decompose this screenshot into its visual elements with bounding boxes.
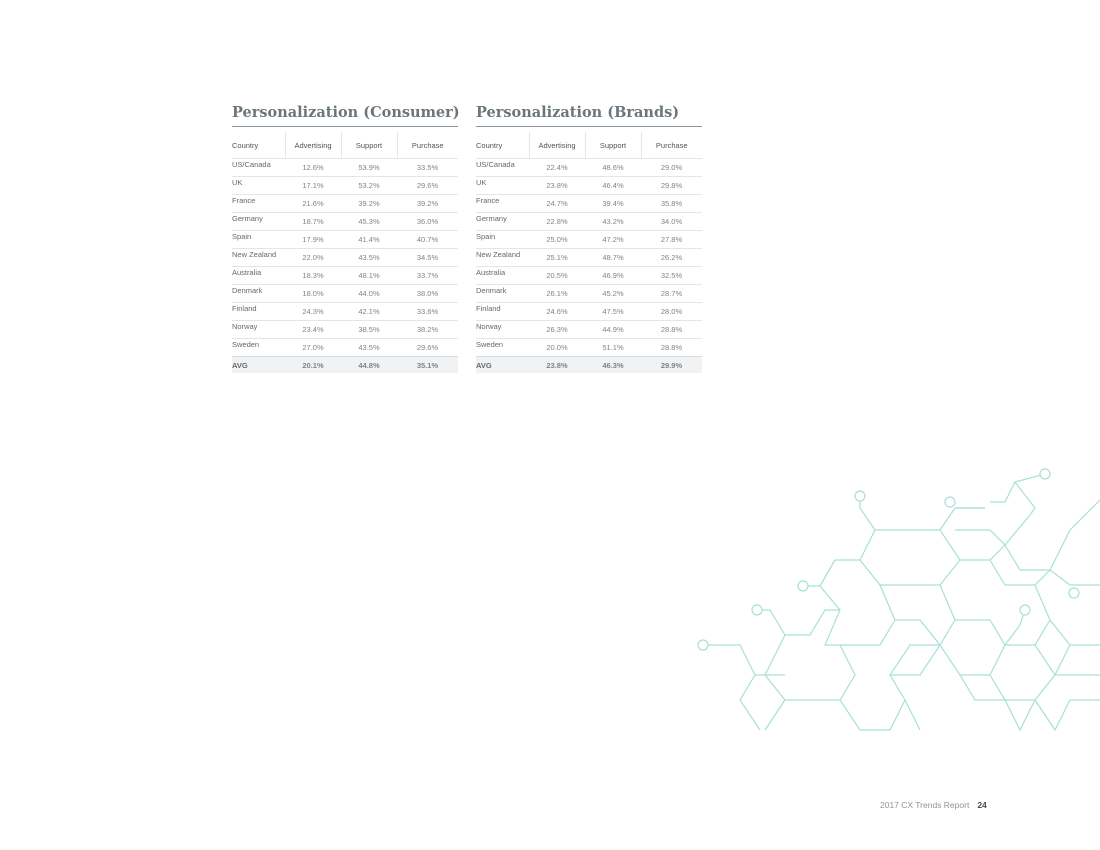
purchase-cell: 40.7% bbox=[397, 231, 458, 249]
table-row bbox=[232, 285, 458, 303]
column-header: Country bbox=[476, 140, 503, 150]
advertising-cell: 24.7% bbox=[529, 195, 585, 213]
support-cell: 45.3% bbox=[341, 213, 397, 231]
advertising-cell: 18.7% bbox=[285, 213, 341, 231]
country-cell: Australia bbox=[232, 267, 285, 285]
country-cell: Denmark bbox=[476, 285, 529, 303]
avg-advertising: 20.1% bbox=[285, 357, 341, 374]
support-cell: 47.5% bbox=[585, 303, 641, 321]
support-cell: 44.9% bbox=[585, 321, 641, 339]
country-cell: US/Canada bbox=[476, 159, 529, 177]
table-row bbox=[232, 303, 458, 321]
table-row bbox=[232, 339, 458, 357]
table-row bbox=[476, 339, 702, 357]
table-row bbox=[232, 267, 458, 285]
table-row bbox=[476, 321, 702, 339]
column-header: Country bbox=[232, 140, 259, 150]
advertising-cell: 20.5% bbox=[529, 267, 585, 285]
country-cell: Norway bbox=[476, 321, 529, 339]
country-cell: New Zealand bbox=[476, 249, 529, 267]
network-lines bbox=[703, 474, 1100, 730]
advertising-cell: 22.4% bbox=[529, 159, 585, 177]
purchase-cell: 29.8% bbox=[641, 177, 702, 195]
avg-row bbox=[232, 357, 458, 374]
purchase-cell: 29.6% bbox=[397, 339, 458, 357]
node-circle bbox=[945, 497, 955, 507]
purchase-cell: 38.0% bbox=[397, 285, 458, 303]
consumer-table-section bbox=[232, 104, 458, 373]
node-circle bbox=[1020, 605, 1030, 615]
purchase-cell: 34.5% bbox=[397, 249, 458, 267]
column-header: Purchase bbox=[397, 132, 458, 159]
support-cell: 38.5% bbox=[341, 321, 397, 339]
advertising-cell: 23.8% bbox=[529, 177, 585, 195]
advertising-cell: 23.4% bbox=[285, 321, 341, 339]
table-row bbox=[232, 231, 458, 249]
country-cell: Spain bbox=[476, 231, 529, 249]
advertising-cell: 18.0% bbox=[285, 285, 341, 303]
consumer-table bbox=[232, 132, 458, 373]
purchase-cell: 28.8% bbox=[641, 321, 702, 339]
advertising-cell: 22.0% bbox=[285, 249, 341, 267]
purchase-cell: 35.8% bbox=[641, 195, 702, 213]
column-header: Advertising bbox=[529, 132, 585, 159]
brands-table-section bbox=[476, 104, 702, 373]
country-cell: Finland bbox=[476, 303, 529, 321]
country-cell: Sweden bbox=[232, 339, 285, 357]
support-cell: 45.2% bbox=[585, 285, 641, 303]
advertising-cell: 17.1% bbox=[285, 177, 341, 195]
table-row bbox=[476, 303, 702, 321]
table-row bbox=[476, 213, 702, 231]
purchase-cell: 29.0% bbox=[641, 159, 702, 177]
avg-row bbox=[476, 357, 702, 374]
support-cell: 46.4% bbox=[585, 177, 641, 195]
purchase-cell: 33.6% bbox=[397, 303, 458, 321]
avg-label: AVG bbox=[476, 357, 529, 374]
table-row bbox=[232, 213, 458, 231]
table-row bbox=[232, 159, 458, 177]
country-cell: France bbox=[476, 195, 529, 213]
country-cell: Germany bbox=[476, 213, 529, 231]
avg-support: 44.8% bbox=[341, 357, 397, 374]
support-cell: 43.5% bbox=[341, 339, 397, 357]
node-circle bbox=[1040, 469, 1050, 479]
country-cell: Finland bbox=[232, 303, 285, 321]
page-number: 24 bbox=[977, 800, 987, 810]
country-cell: New Zealand bbox=[232, 249, 285, 267]
country-cell: Sweden bbox=[476, 339, 529, 357]
table-title: Personalization (Brands) bbox=[476, 104, 702, 127]
support-cell: 44.0% bbox=[341, 285, 397, 303]
support-cell: 47.2% bbox=[585, 231, 641, 249]
node-circle bbox=[752, 605, 762, 615]
advertising-cell: 12.6% bbox=[285, 159, 341, 177]
table-row bbox=[476, 285, 702, 303]
network-nodes bbox=[698, 469, 1079, 650]
node-circle bbox=[798, 581, 808, 591]
column-header: Support bbox=[341, 132, 397, 159]
purchase-cell: 34.0% bbox=[641, 213, 702, 231]
country-cell: Norway bbox=[232, 321, 285, 339]
purchase-cell: 29.6% bbox=[397, 177, 458, 195]
support-cell: 39.4% bbox=[585, 195, 641, 213]
advertising-cell: 26.1% bbox=[529, 285, 585, 303]
purchase-cell: 26.2% bbox=[641, 249, 702, 267]
advertising-cell: 24.6% bbox=[529, 303, 585, 321]
support-cell: 42.1% bbox=[341, 303, 397, 321]
purchase-cell: 33.5% bbox=[397, 159, 458, 177]
table-row bbox=[476, 195, 702, 213]
advertising-cell: 22.8% bbox=[529, 213, 585, 231]
table-row bbox=[476, 267, 702, 285]
avg-purchase: 35.1% bbox=[397, 357, 458, 374]
purchase-cell: 28.8% bbox=[641, 339, 702, 357]
avg-support: 46.3% bbox=[585, 357, 641, 374]
table-row bbox=[232, 321, 458, 339]
advertising-cell: 27.0% bbox=[285, 339, 341, 357]
support-cell: 53.2% bbox=[341, 177, 397, 195]
avg-purchase: 29.9% bbox=[641, 357, 702, 374]
support-cell: 41.4% bbox=[341, 231, 397, 249]
table-row bbox=[476, 231, 702, 249]
advertising-cell: 25.1% bbox=[529, 249, 585, 267]
brands-table bbox=[476, 132, 702, 373]
column-header: Advertising bbox=[285, 132, 341, 159]
table-row bbox=[232, 195, 458, 213]
advertising-cell: 24.3% bbox=[285, 303, 341, 321]
table-row bbox=[476, 177, 702, 195]
advertising-cell: 20.0% bbox=[529, 339, 585, 357]
purchase-cell: 36.0% bbox=[397, 213, 458, 231]
country-cell: Spain bbox=[232, 231, 285, 249]
support-cell: 43.5% bbox=[341, 249, 397, 267]
page-footer bbox=[880, 800, 987, 810]
support-cell: 51.1% bbox=[585, 339, 641, 357]
purchase-cell: 27.8% bbox=[641, 231, 702, 249]
advertising-cell: 25.0% bbox=[529, 231, 585, 249]
purchase-cell: 38.2% bbox=[397, 321, 458, 339]
table-row bbox=[232, 177, 458, 195]
purchase-cell: 39.2% bbox=[397, 195, 458, 213]
table-row bbox=[476, 249, 702, 267]
country-cell: US/Canada bbox=[232, 159, 285, 177]
advertising-cell: 21.6% bbox=[285, 195, 341, 213]
support-cell: 43.2% bbox=[585, 213, 641, 231]
node-circle bbox=[1069, 588, 1079, 598]
support-cell: 53.9% bbox=[341, 159, 397, 177]
support-cell: 48.7% bbox=[585, 249, 641, 267]
country-cell: UK bbox=[232, 177, 285, 195]
support-cell: 48.6% bbox=[585, 159, 641, 177]
support-cell: 46.9% bbox=[585, 267, 641, 285]
table-header-row bbox=[476, 132, 702, 159]
country-cell: Australia bbox=[476, 267, 529, 285]
advertising-cell: 17.9% bbox=[285, 231, 341, 249]
avg-label: AVG bbox=[232, 357, 285, 374]
country-cell: Germany bbox=[232, 213, 285, 231]
country-cell: Denmark bbox=[232, 285, 285, 303]
table-header-row bbox=[232, 132, 458, 159]
country-cell: UK bbox=[476, 177, 529, 195]
node-circle bbox=[698, 640, 708, 650]
avg-advertising: 23.8% bbox=[529, 357, 585, 374]
table-title: Personalization (Consumer) bbox=[232, 104, 458, 127]
support-cell: 48.1% bbox=[341, 267, 397, 285]
advertising-cell: 26.3% bbox=[529, 321, 585, 339]
report-name: 2017 CX Trends Report bbox=[880, 800, 970, 810]
support-cell: 39.2% bbox=[341, 195, 397, 213]
table-row bbox=[232, 249, 458, 267]
table-row bbox=[476, 159, 702, 177]
country-cell: France bbox=[232, 195, 285, 213]
column-header: Purchase bbox=[641, 132, 702, 159]
purchase-cell: 28.7% bbox=[641, 285, 702, 303]
advertising-cell: 18.3% bbox=[285, 267, 341, 285]
node-circle bbox=[855, 491, 865, 501]
hexagon-network-pattern bbox=[690, 460, 1100, 740]
purchase-cell: 33.7% bbox=[397, 267, 458, 285]
purchase-cell: 28.0% bbox=[641, 303, 702, 321]
purchase-cell: 32.5% bbox=[641, 267, 702, 285]
column-header: Support bbox=[585, 132, 641, 159]
